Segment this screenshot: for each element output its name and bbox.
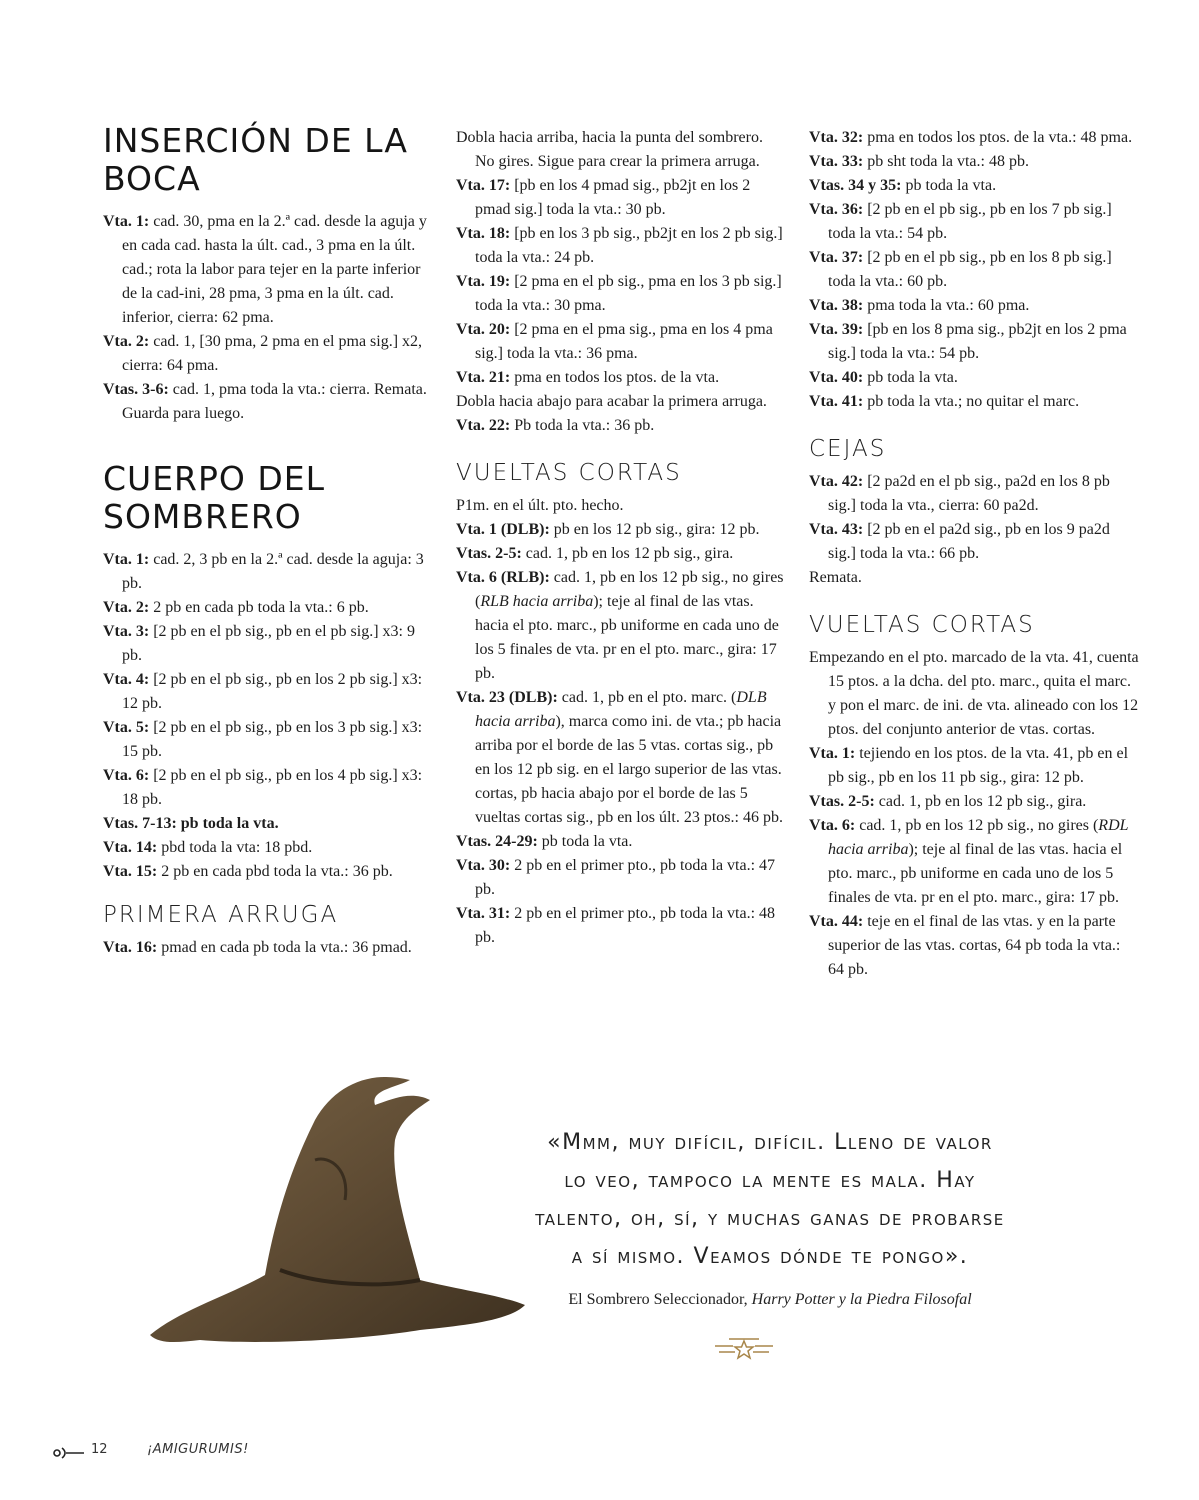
row-label: Vta. 40: (809, 369, 864, 386)
pattern-row (809, 566, 1139, 590)
heading-vueltas-cortas-2: VUELTAS CORTAS (809, 612, 1035, 638)
row-text: [2 pb en el pb sig., pb en los 7 pb sig.] toda la vta.: 54 pb. (828, 201, 1112, 242)
quote-attribution (470, 1291, 1070, 1309)
row-label: Vtas. 2-5: (809, 793, 875, 810)
row-text: Remata. (809, 569, 862, 586)
row-text: cad. 1, pb en los 12 pb sig., no gires ( (855, 817, 1099, 834)
pattern-list (809, 126, 1139, 414)
row-label: Vta. 3: (103, 623, 150, 640)
row-text: [2 pb en el pb sig., pb en los 2 pb sig.] x3: 12 pb. (122, 671, 423, 712)
row-label: Vta. 32: (809, 129, 864, 146)
pattern-row (456, 318, 786, 366)
row-label: Vta. 5: (103, 719, 150, 736)
row-text: tejiendo en los ptos. de la vta. 41, pb en el pb sig., pb en los 11 pb sig., gira: 12 pb. (828, 745, 1129, 786)
pattern-row (456, 366, 786, 390)
row-text: pb toda la vta. (537, 833, 633, 850)
row-label: Vta. 6: (809, 817, 856, 834)
pattern-row (456, 414, 786, 438)
row-text: [2 pb en el pb sig., pb en los 8 pb sig.] toda la vta.: 60 pb. (828, 249, 1112, 290)
pattern-row (103, 836, 433, 860)
row-text: ); teje al final de las vtas. hacia el pto. marc., pb uniforme en cada uno de los 5 finales de vta. pr en el pto. marc., gira: 17 pb. (475, 593, 779, 682)
quote-line: a sí mismo. Veamos dónde te pongo». (571, 1244, 969, 1269)
pattern-list (456, 126, 786, 438)
row-text: [2 pb en el pb sig., pb en el pb sig.] x3: 9 pb. (122, 623, 415, 664)
pattern-row (103, 620, 433, 668)
row-text: cad. 1, [30 pma, 2 pma en el pma sig.] x2, cierra: 64 pma. (122, 333, 423, 374)
row-text: pb sht toda la vta.: 48 pb. (863, 153, 1029, 170)
row-text: Pb toda la vta.: 36 pb. (510, 417, 655, 434)
row-text: [2 pb en el pa2d sig., pb en los 9 pa2d sig.] toda la vta.: 66 pb. (828, 521, 1110, 562)
pattern-list (103, 210, 433, 426)
row-text: [pb en los 4 pmad sig., pb2jt en los 2 pmad sig.] toda la vta.: 30 pb. (475, 177, 751, 218)
row-label: Vta. 36: (809, 201, 864, 218)
row-text: cad. 1, pb en los 12 pb sig., gira. (521, 545, 734, 562)
row-label: Vta. 16: (103, 939, 158, 956)
row-text: teje en el final de las vtas. y en la parte superior de las vtas. cortas, 64 pb toda la vta.: 64 pb. (828, 913, 1121, 978)
pattern-row (809, 518, 1139, 566)
pattern-row (103, 668, 433, 716)
row-text: pbd toda la vta: 18 pbd. (157, 839, 313, 856)
pattern-row (456, 518, 786, 542)
row-text: [2 pb en el pb sig., pb en los 4 pb sig.] x3: 18 pb. (122, 767, 423, 808)
pattern-row (456, 566, 786, 686)
pattern-row (809, 646, 1139, 742)
pattern-list (103, 548, 433, 884)
row-label: Vta. 20: (456, 321, 511, 338)
attribution-source: Harry Potter y la Piedra Filosofal (751, 1291, 972, 1308)
pattern-row (103, 548, 433, 596)
pattern-row (103, 210, 433, 330)
pattern-row (809, 742, 1139, 790)
row-label: Vta. 22: (456, 417, 511, 434)
row-text: pb en los 12 pb sig., gira: 12 pb. (549, 521, 760, 538)
row-text: pma en todos los ptos. de la vta.: 48 pma. (863, 129, 1133, 146)
row-label: Vta. 18: (456, 225, 511, 242)
pattern-row (456, 174, 786, 222)
row-label: Vta. 38: (809, 297, 864, 314)
pattern-row (456, 222, 786, 270)
row-label: Vta. 2: (103, 333, 150, 350)
row-text: cad. 1, pb en el pto. marc. ( (557, 689, 737, 706)
pattern-row (103, 860, 433, 884)
pattern-row (809, 910, 1139, 982)
row-text: cad. 2, 3 pb en la 2.ª cad. desde la aguja: 3 pb. (122, 551, 424, 592)
row-label: Vta. 37: (809, 249, 864, 266)
row-text: RLB hacia arriba (480, 593, 594, 610)
row-label: Vta. 1: (103, 213, 150, 230)
row-text: [2 pa2d en el pb sig., pa2d en los 8 pb sig.] toda la vta., cierra: 60 pa2d. (828, 473, 1110, 514)
pattern-row (456, 390, 786, 414)
row-text: DLB hacia arriba (475, 689, 767, 730)
pattern-row (809, 366, 1139, 390)
quote (470, 1124, 1070, 1276)
quote-line: lo veo, tampoco la mente es mala. Hay (564, 1168, 976, 1193)
pattern-row (103, 716, 433, 764)
row-text: cad. 30, pma en la 2.ª cad. desde la aguja y en cada cad. hasta la últ. cad., 3 pma en la últ. cad.; rota la labor para tejer en la parte inferior de la cad-ini, 28 pma, 3 pma en la últ. cad. inferior, cierra: 62 pma. (122, 213, 427, 326)
column-2 (456, 126, 786, 950)
row-text: RDL hacia arriba (828, 817, 1129, 858)
pattern-row (103, 378, 433, 426)
column-3 (809, 126, 1139, 982)
pattern-row (809, 318, 1139, 366)
heading-cuerpo-sombrero: CUERPO DEL SOMBRERO (103, 459, 325, 536)
row-text: pma toda la vta.: 60 pma. (863, 297, 1030, 314)
row-text: [pb en los 8 pma sig., pb2jt en los 2 pma sig.] toda la vta.: 54 pb. (828, 321, 1127, 362)
row-text: 2 pb en el primer pto., pb toda la vta.: 48 pb. (475, 905, 776, 946)
row-label: Vta. 23 (DLB): (456, 689, 558, 706)
row-text: cad. 1, pb en los 12 pb sig., no gires ( (475, 569, 784, 610)
row-label: Vta. 19: (456, 273, 511, 290)
row-text: Dobla hacia arriba, hacia la punta del sombrero. No gires. Sigue para crear la primera arruga. (456, 129, 763, 170)
row-label: Vta. 41: (809, 393, 864, 410)
pattern-row (809, 390, 1139, 414)
column-1 (103, 122, 433, 960)
row-label: Vta. 6: (103, 767, 150, 784)
row-text: pb toda la vta. (901, 177, 997, 194)
footer-ornament-icon (52, 1446, 84, 1460)
pattern-row (456, 902, 786, 950)
pattern-row (103, 330, 433, 378)
pattern-list (103, 936, 433, 960)
row-label: Vta. 4: (103, 671, 150, 688)
row-text: pma en todos los ptos. de la vta. (510, 369, 720, 386)
row-label: Vta. 14: (103, 839, 158, 856)
row-text: pmad en cada pb toda la vta.: 36 pmad. (157, 939, 412, 956)
row-label: Vta. 33: (809, 153, 864, 170)
pattern-row (809, 246, 1139, 294)
pattern-row (809, 790, 1139, 814)
pattern-row (103, 764, 433, 812)
row-label: Vtas. 2-5: (456, 545, 522, 562)
quote-line: «Mmm, muy difícil, difícil. Lleno de valor (547, 1130, 993, 1155)
heading-vueltas-cortas: VUELTAS CORTAS (456, 460, 682, 486)
pattern-list (456, 494, 786, 950)
heading-cejas: CEJAS (809, 436, 887, 462)
heading-primera-arruga: PRIMERA ARRUGA (103, 902, 339, 928)
row-text: [2 pma en el pb sig., pma en los 3 pb sig.] toda la vta.: 30 pma. (475, 273, 782, 314)
row-text: ), marca como ini. de vta.; pb hacia arriba por el borde de las 5 vtas. cortas sig., pb en los 12 pb sig. en el largo superior de las vtas. cortas, pb hacia abajo por el borde de las 5 vueltas cortas sig., pb en los últ. 23 ptos.: 46 pb. (475, 713, 783, 826)
row-label: Vta. 42: (809, 473, 864, 490)
pattern-row (103, 596, 433, 620)
page-number: 12 (91, 1442, 108, 1457)
quote-line: talento, oh, sí, y muchas ganas de probarse (535, 1206, 1005, 1231)
row-label: Vta. 15: (103, 863, 158, 880)
pattern-row (103, 812, 433, 836)
heading-insercion-boca: INSERCIÓN DE LA BOCA (103, 121, 408, 198)
row-label: Vta. 43: (809, 521, 864, 538)
row-text: [pb en los 3 pb sig., pb2jt en los 2 pb sig.] toda la vta.: 24 pb. (475, 225, 783, 266)
row-text: Dobla hacia abajo para acabar la primera arruga. (456, 393, 767, 410)
row-label: Vtas. 24-29: (456, 833, 538, 850)
row-text: 2 pb en el primer pto., pb toda la vta.: 47 pb. (475, 857, 776, 898)
pattern-row (456, 830, 786, 854)
row-label: Vta. 39: (809, 321, 864, 338)
pattern-row (809, 150, 1139, 174)
row-text: 2 pb en cada pb toda la vta.: 6 pb. (149, 599, 369, 616)
row-label: Vta. 30: (456, 857, 511, 874)
row-text: 2 pb en cada pbd toda la vta.: 36 pb. (157, 863, 393, 880)
pattern-row (809, 814, 1139, 910)
row-text: pb toda la vta. (863, 369, 958, 386)
pattern-row (456, 686, 786, 830)
attribution-speaker: El Sombrero Seleccionador, (568, 1291, 752, 1308)
row-label: Vta. 31: (456, 905, 511, 922)
row-text: P1m. en el últ. pto. hecho. (456, 497, 624, 514)
pattern-row (809, 126, 1139, 150)
star-ornament-icon (715, 1335, 773, 1363)
pattern-row (456, 854, 786, 902)
pattern-row (456, 542, 786, 566)
pattern-row (456, 494, 786, 518)
pattern-row (103, 936, 433, 960)
row-label: Vta. 2: (103, 599, 150, 616)
pattern-row (809, 470, 1139, 518)
row-label: Vtas. 34 y 35: (809, 177, 902, 194)
row-label: Vtas. 7-13: pb toda la vta. (103, 815, 279, 832)
pattern-list (809, 470, 1139, 590)
row-text: Empezando en el pto. marcado de la vta. 41, cuenta 15 ptos. a la dcha. del pto. marc., quita el marc. y pon el marc. de ini. de vta. alineado con los 12 ptos. del conjunto anterior de vtas. cortas. (809, 649, 1139, 738)
row-text: pb toda la vta.; no quitar el marc. (863, 393, 1080, 410)
row-label: Vta. 1 (DLB): (456, 521, 550, 538)
row-label: Vta. 17: (456, 177, 511, 194)
row-label: Vta. 21: (456, 369, 511, 386)
row-label: Vta. 6 (RLB): (456, 569, 550, 586)
pattern-row (809, 174, 1139, 198)
row-label: Vta. 1: (809, 745, 856, 762)
row-text: [2 pb en el pb sig., pb en los 3 pb sig.] x3: 15 pb. (122, 719, 423, 760)
pattern-row (809, 294, 1139, 318)
row-text: cad. 1, pb en los 12 pb sig., gira. (874, 793, 1087, 810)
row-text: [2 pma en el pma sig., pma en los 4 pma sig.] toda la vta.: 36 pma. (475, 321, 773, 362)
row-label: Vta. 1: (103, 551, 150, 568)
pattern-row (456, 270, 786, 318)
row-text: ); teje al final de las vtas. hacia el pto. marc., pb uniforme en cada uno de los 5 finales de vta. pr en el pto. marc., gira: 17 pb. (828, 841, 1123, 906)
row-label: Vta. 44: (809, 913, 864, 930)
row-label: Vtas. 3-6: (103, 381, 169, 398)
pattern-row (809, 198, 1139, 246)
pattern-row (456, 126, 786, 174)
footer-title: ¡AMIGURUMIS! (147, 1442, 249, 1457)
pattern-list (809, 646, 1139, 982)
row-text: cad. 1, pma toda la vta.: cierra. Remata. Guarda para luego. (122, 381, 427, 422)
